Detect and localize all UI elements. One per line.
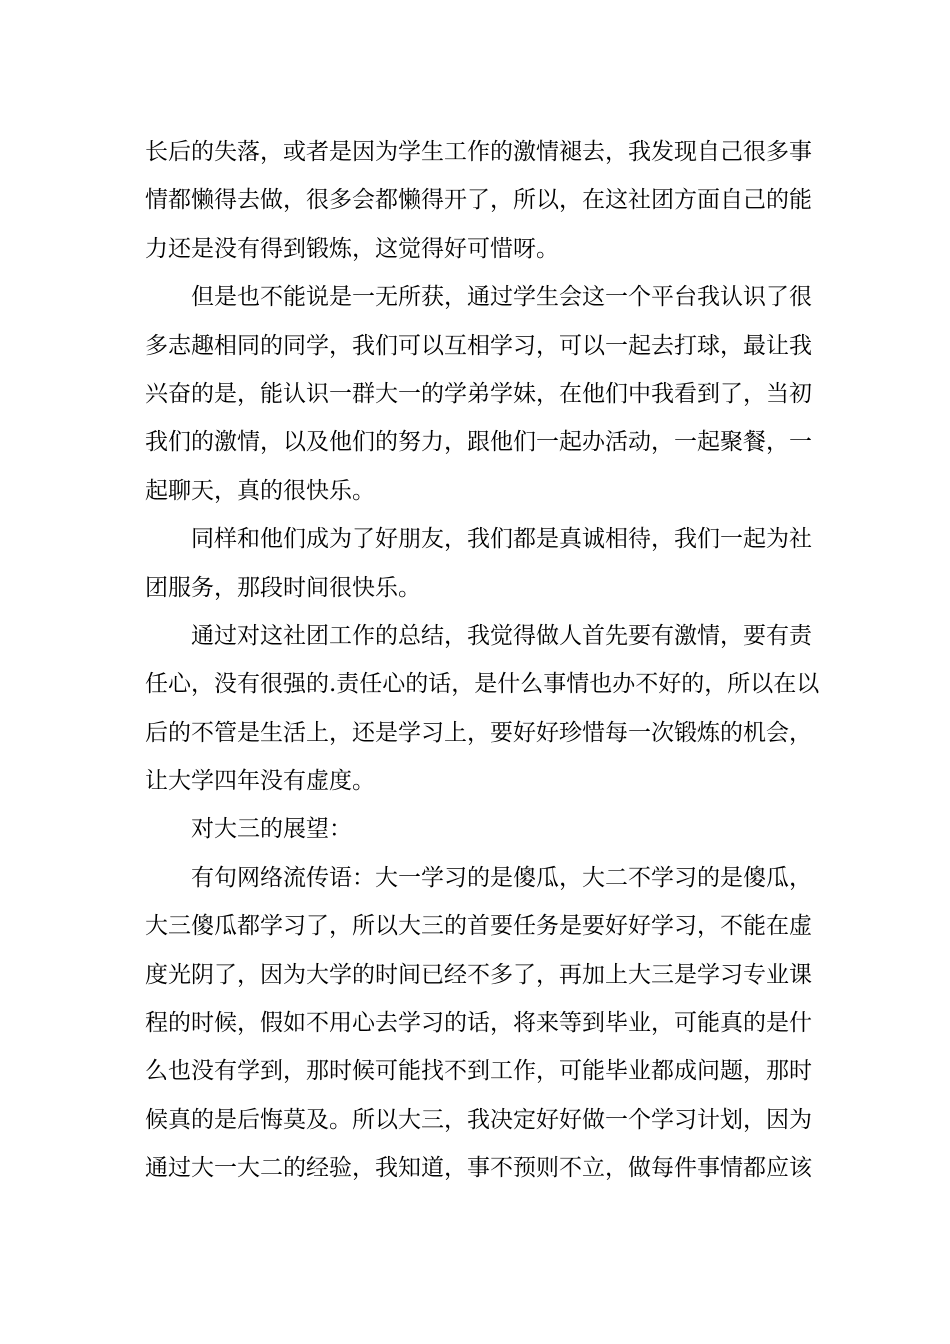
text-line-6: 兴奋的是，能认识一群大一的学弟学妹，在他们中我看到了，当初 <box>145 380 812 407</box>
text-line-18: 度光阴了，因为大学的时间已经不多了，再加上大三是学习专业课 <box>145 961 812 988</box>
text-line-16: 有句网络流传语：大一学习的是傻瓜，大二不学习的是傻瓜， <box>191 864 812 891</box>
text-line-3: 力还是没有得到锻炼，这觉得好可惜呀。 <box>145 235 559 262</box>
text-line-17: 大三傻瓜都学习了，所以大三的首要任务是要好好学习，不能在虚 <box>145 913 812 940</box>
text-line-8: 起聊天，真的很快乐。 <box>145 477 375 504</box>
text-line-12: 任心，没有很强的.责任心的话，是什么事情也办不好的，所以在以 <box>145 671 820 698</box>
text-line-11: 通过对这社团工作的总结，我觉得做人首先要有激情，要有责 <box>191 622 812 649</box>
text-line-20: 么也没有学到，那时候可能找不到工作，可能毕业都成问题，那时 <box>145 1058 812 1085</box>
text-line-13: 后的不管是生活上，还是学习上，要好好珍惜每一次锻炼的机会， <box>145 719 812 746</box>
document-body <box>145 128 820 1193</box>
text-line-2: 情都懒得去做，很多会都懒得开了，所以，在这社团方面自己的能 <box>145 187 812 214</box>
text-line-4: 但是也不能说是一无所获，通过学生会这一个平台我认识了很 <box>191 284 812 311</box>
text-line-9: 同样和他们成为了好朋友，我们都是真诚相待，我们一起为社 <box>191 526 812 553</box>
text-line-10: 团服务，那段时间很快乐。 <box>145 574 421 601</box>
text-line-7: 我们的激情，以及他们的努力，跟他们一起办活动，一起聚餐，一 <box>145 429 812 456</box>
text-line-15: 对大三的展望： <box>191 816 352 843</box>
text-line-21: 候真的是后悔莫及。所以大三，我决定好好做一个学习计划，因为 <box>145 1106 812 1133</box>
text-line-14: 让大学四年没有虚度。 <box>145 768 375 795</box>
text-line-19: 程的时候，假如不用心去学习的话，将来等到毕业，可能真的是什 <box>145 1010 812 1037</box>
text-line-1: 长后的失落，或者是因为学生工作的激情褪去，我发现自己很多事 <box>145 139 812 165</box>
text-line-22: 通过大一大二的经验，我知道，事不预则不立，做每件事情都应该 <box>145 1155 812 1182</box>
text-line-5: 多志趣相同的同学，我们可以互相学习，可以一起去打球，最让我 <box>145 332 812 359</box>
